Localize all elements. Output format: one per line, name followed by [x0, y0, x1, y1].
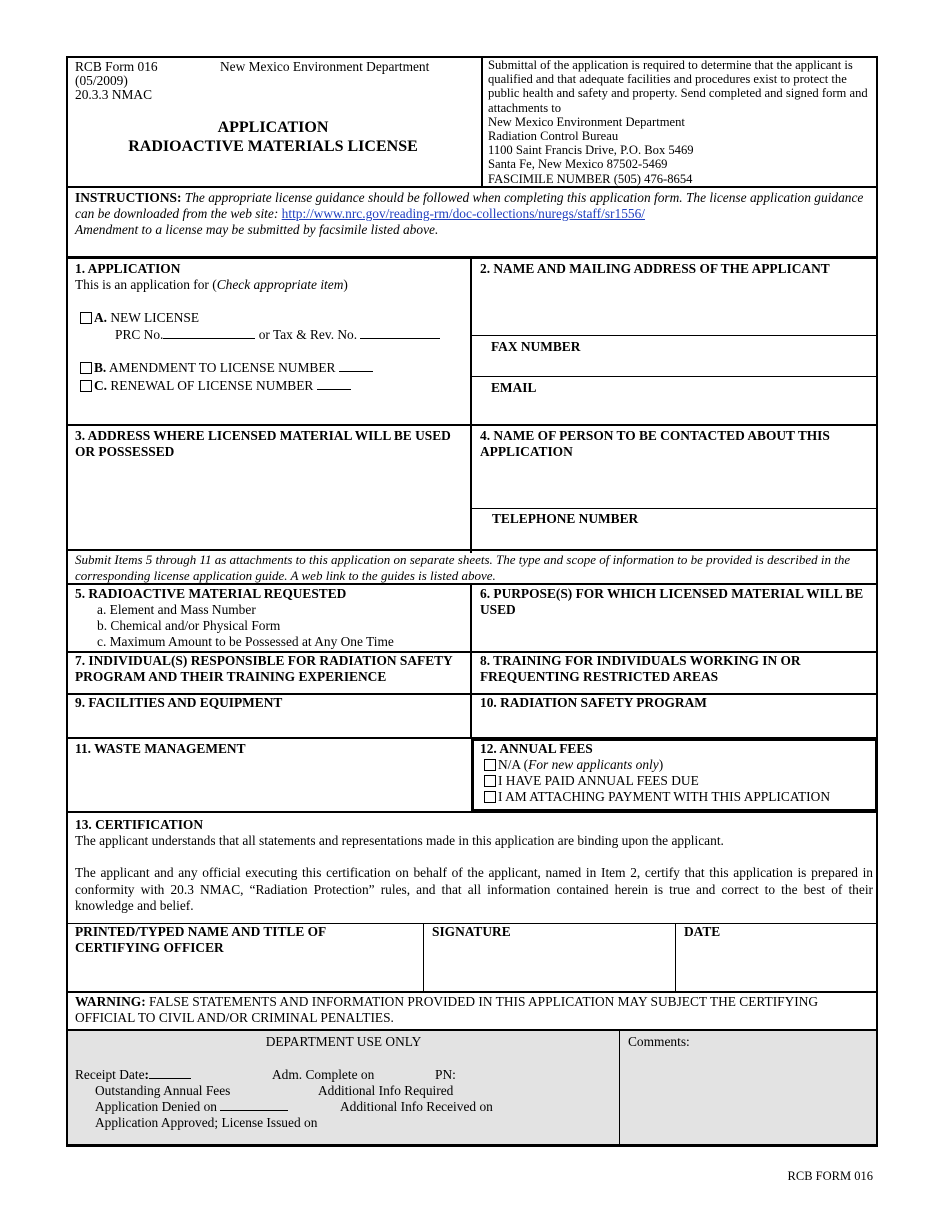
- item7-title: 7. INDIVIDUAL(S) RESPONSIBLE FOR RADIATION SAFETY PROGRAM AND THEIR TRAINING EXPERIENCE: [75, 653, 453, 684]
- item8-title: 8. TRAINING FOR INDIVIDUALS WORKING IN OR FREQUENTING RESTRICTED AREAS: [480, 653, 801, 684]
- submittal-instructions: [488, 58, 872, 186]
- instructions-text: The appropriate license guidance should be followed when completing this application form. The license application guidance can be downloaded from the web site: [75, 190, 864, 221]
- certification-para1: The applicant understands that all statements and representations made in this application are binding upon the applicant.: [75, 833, 724, 848]
- form-rule: 20.3.3 NMAC: [75, 87, 153, 102]
- denied-date-field[interactable]: [220, 1099, 288, 1111]
- application-denied: Application Denied on: [95, 1099, 288, 1115]
- additional-info-required: Additional Info Required: [318, 1083, 454, 1098]
- fax-number-label: FAX NUMBER: [491, 339, 581, 354]
- outstanding-fees: Outstanding Annual Fees: [95, 1083, 231, 1098]
- adm-complete: Adm. Complete on: [272, 1067, 375, 1082]
- form-title-line2: RADIOACTIVE MATERIALS LICENSE: [128, 138, 418, 155]
- additional-info-received: Additional Info Received on: [340, 1099, 493, 1114]
- address-line: Santa Fe, New Mexico 87502-5469: [488, 157, 668, 172]
- telephone-label: TELEPHONE NUMBER: [492, 511, 639, 526]
- address-line: 1100 Saint Francis Drive, P.O. Box 5469: [488, 143, 694, 158]
- fee-option-na[interactable]: N/A (For new applicants only): [484, 757, 663, 773]
- guidance-link[interactable]: http://www.nrc.gov/reading-rm/doc-collections/nuregs/staff/sr1556/: [281, 206, 645, 221]
- amendment-note: Amendment to a license may be submitted by facsimile listed above.: [75, 222, 439, 237]
- tax-number-field[interactable]: [360, 327, 440, 339]
- item5-sub-c: c. Maximum Amount to be Possessed at Any One Time: [97, 634, 394, 649]
- item4-title: 4. NAME OF PERSON TO BE CONTACTED ABOUT THIS APPLICATION: [480, 428, 830, 459]
- item2-title: 2. NAME AND MAILING ADDRESS OF THE APPLICANT: [480, 261, 830, 276]
- address-line: New Mexico Environment Department: [488, 114, 685, 129]
- item5-title: 5. RADIOACTIVE MATERIAL REQUESTED: [75, 586, 347, 601]
- item5-sub-a: a. Element and Mass Number: [97, 602, 256, 617]
- signature-label: SIGNATURE: [432, 924, 511, 939]
- email-label: EMAIL: [491, 380, 537, 395]
- application-approved: Application Approved; License Issued on: [95, 1115, 318, 1130]
- item10-title: 10. RADIATION SAFETY PROGRAM: [480, 695, 707, 710]
- option-new-license[interactable]: A. NEW LICENSE: [80, 310, 199, 326]
- printed-name-label: PRINTED/TYPED NAME AND TITLE OF CERTIFYING OFFICER: [75, 924, 326, 955]
- item13-title: 13. CERTIFICATION: [75, 817, 203, 832]
- option-renewal[interactable]: C. RENEWAL OF LICENSE NUMBER: [80, 378, 351, 394]
- item5-sub-b: b. Chemical and/or Physical Form: [97, 618, 281, 633]
- address-line: Radiation Control Bureau: [488, 129, 619, 144]
- renewal-checkbox[interactable]: [80, 380, 92, 392]
- amendment-checkbox[interactable]: [80, 362, 92, 374]
- form-id: RCB Form 016: [75, 59, 158, 74]
- submittal-text: Submittal of the application is required to determine that the applicant is qualified and that adequate facilities and procedures exist to protect the public health and safety and property. Send completed and signed form and attachments to: [488, 58, 868, 115]
- item9-title: 9. FACILITIES AND EQUIPMENT: [75, 695, 283, 710]
- prc-label: PRC No.: [115, 327, 164, 342]
- warning-text: FALSE STATEMENTS AND INFORMATION PROVIDED IN THIS APPLICATION MAY SUBJECT THE CERTIFYING OFFICIAL TO CIVIL AND/OR CRIMINAL PENALTIES.: [75, 994, 819, 1025]
- fee-option-attaching[interactable]: I AM ATTACHING PAYMENT WITH THIS APPLICATION: [484, 789, 830, 805]
- footer-form-id: RCB FORM 016: [787, 1169, 873, 1183]
- warning: [75, 994, 871, 1025]
- fee-na-checkbox[interactable]: [484, 759, 496, 771]
- amendment-license-number-field[interactable]: [339, 360, 373, 372]
- instructions: [75, 190, 870, 238]
- tax-label: or Tax & Rev. No.: [258, 327, 358, 342]
- item6-title: 6. PURPOSE(S) FOR WHICH LICENSED MATERIAL WILL BE USED: [480, 586, 864, 617]
- comments-label: Comments:: [628, 1034, 690, 1049]
- instructions-label: INSTRUCTIONS:: [75, 190, 182, 205]
- receipt-date: Receipt Date:: [75, 1067, 191, 1083]
- option-amendment[interactable]: B. AMENDMENT TO LICENSE NUMBER: [80, 360, 373, 376]
- receipt-date-field[interactable]: [149, 1067, 191, 1079]
- form-date: (05/2009): [75, 73, 128, 88]
- instructions-colon: :: [273, 206, 282, 221]
- new-license-checkbox[interactable]: [80, 312, 92, 324]
- item11-title: 11. WASTE MANAGEMENT: [75, 741, 246, 756]
- department-name: New Mexico Environment Department: [220, 59, 430, 74]
- renewal-license-number-field[interactable]: [317, 378, 351, 390]
- date-label: DATE: [684, 924, 721, 939]
- pn-label: PN:: [435, 1067, 456, 1082]
- fax-line: FASCIMILE NUMBER (505) 476-8654: [488, 171, 693, 186]
- item1-title: 1. APPLICATION: [75, 261, 181, 276]
- certification-para2: The applicant and any official executing this certification on behalf of the applicant, named in Item 2, certify that this application is prepared in conformity with 20.3 NMAC, “Radiation Protection” rules, and that all information contained herein is true and correct to the best of their knowledge and belief.: [75, 865, 873, 913]
- fee-attaching-checkbox[interactable]: [484, 791, 496, 803]
- fee-option-paid[interactable]: I HAVE PAID ANNUAL FEES DUE: [484, 773, 699, 789]
- warning-label: WARNING:: [75, 994, 146, 1009]
- item12-title: 12. ANNUAL FEES: [480, 741, 593, 756]
- item3-title: 3. ADDRESS WHERE LICENSED MATERIAL WILL BE USED OR POSSESSED: [75, 428, 451, 459]
- prc-tax-row: [115, 327, 440, 343]
- form-title-line1: APPLICATION: [217, 119, 329, 136]
- submit-note: Submit Items 5 through 11 as attachments to this application on separate sheets. The type and scope of information to be provided is described in the corresponding license application guide. A web link to the guides is listed above.: [75, 552, 851, 583]
- item1-intro: This is an application for (Check appropriate item): [75, 277, 348, 292]
- fee-paid-checkbox[interactable]: [484, 775, 496, 787]
- prc-number-field[interactable]: [163, 327, 255, 339]
- dept-use-title: DEPARTMENT USE ONLY: [265, 1034, 422, 1049]
